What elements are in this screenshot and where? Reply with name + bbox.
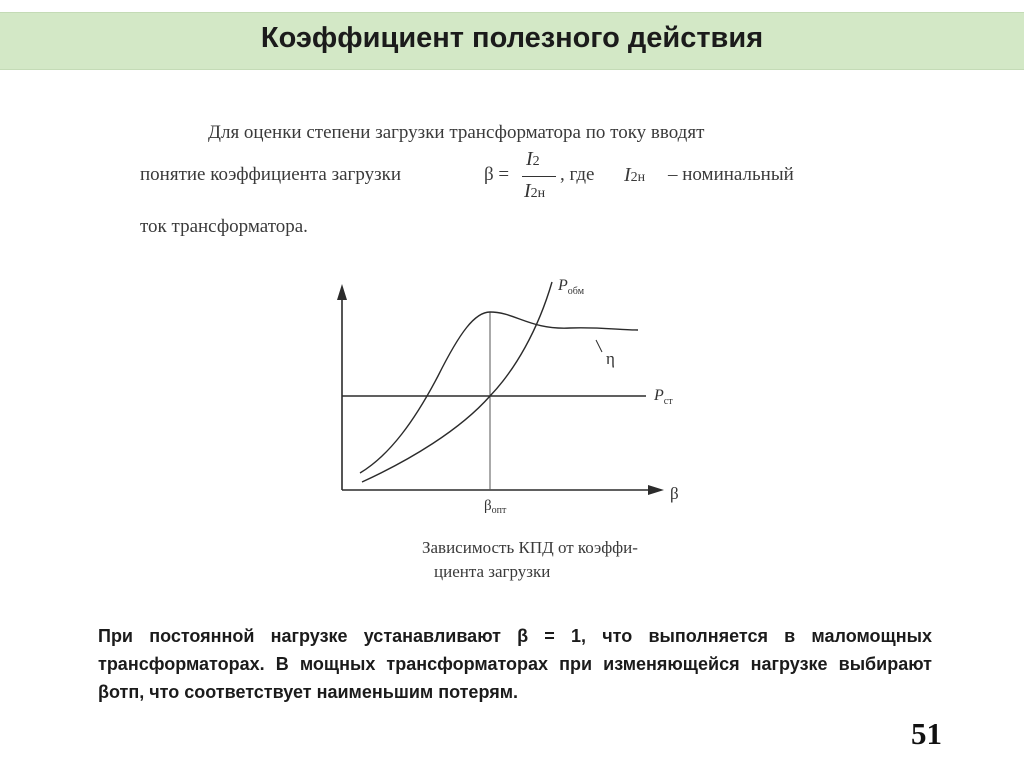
intro-line-2-start: понятие коэффициента загрузки <box>140 164 401 185</box>
beta-opt-label: $\beta_{опт}$ <box>484 498 507 516</box>
body-paragraph: При постоянной нагрузке устанавливают β = 1, что выполняется в маломощных трансформаторах. В мощных трансформаторах при изменяющейся нагрузке выбирают βотп, что соответствует наименьшим потерям. <box>98 626 932 702</box>
eta-pointer <box>596 340 602 352</box>
y-axis-arrow <box>337 284 347 300</box>
eta-label: η <box>606 349 615 368</box>
intro-line-1: Для оценки степени загрузки трансформатора по току вводят <box>208 122 705 143</box>
page-number: 51 <box>911 716 942 751</box>
intro-line-2-end: – номинальный <box>668 164 794 185</box>
efficiency-chart <box>320 270 720 520</box>
x-axis-label: β <box>670 484 679 503</box>
p-st-label: $P_{ст}$ <box>654 387 673 407</box>
beta-equals: β = <box>484 164 510 185</box>
fraction-numerator: I2 <box>526 148 540 170</box>
figure-caption <box>422 536 638 584</box>
i2n-symbol: I2н <box>624 164 646 186</box>
p-obm-curve <box>362 282 552 482</box>
fraction-bar <box>522 176 556 177</box>
x-axis-arrow <box>648 485 664 495</box>
intro-line-3: ток трансформатора. <box>140 216 308 237</box>
eta-curve <box>360 312 638 473</box>
title-bar <box>0 12 1024 70</box>
intro-where: , где <box>560 164 595 185</box>
caption-line-1: Зависимость КПД от коэффи- <box>422 538 638 557</box>
slide-title: Коэффициент полезного действия <box>260 22 764 54</box>
p-obm-label: $P_{обм}$ <box>558 277 585 297</box>
fraction-denominator: I2н <box>524 180 546 202</box>
caption-line-2: циента загрузки <box>434 562 551 581</box>
